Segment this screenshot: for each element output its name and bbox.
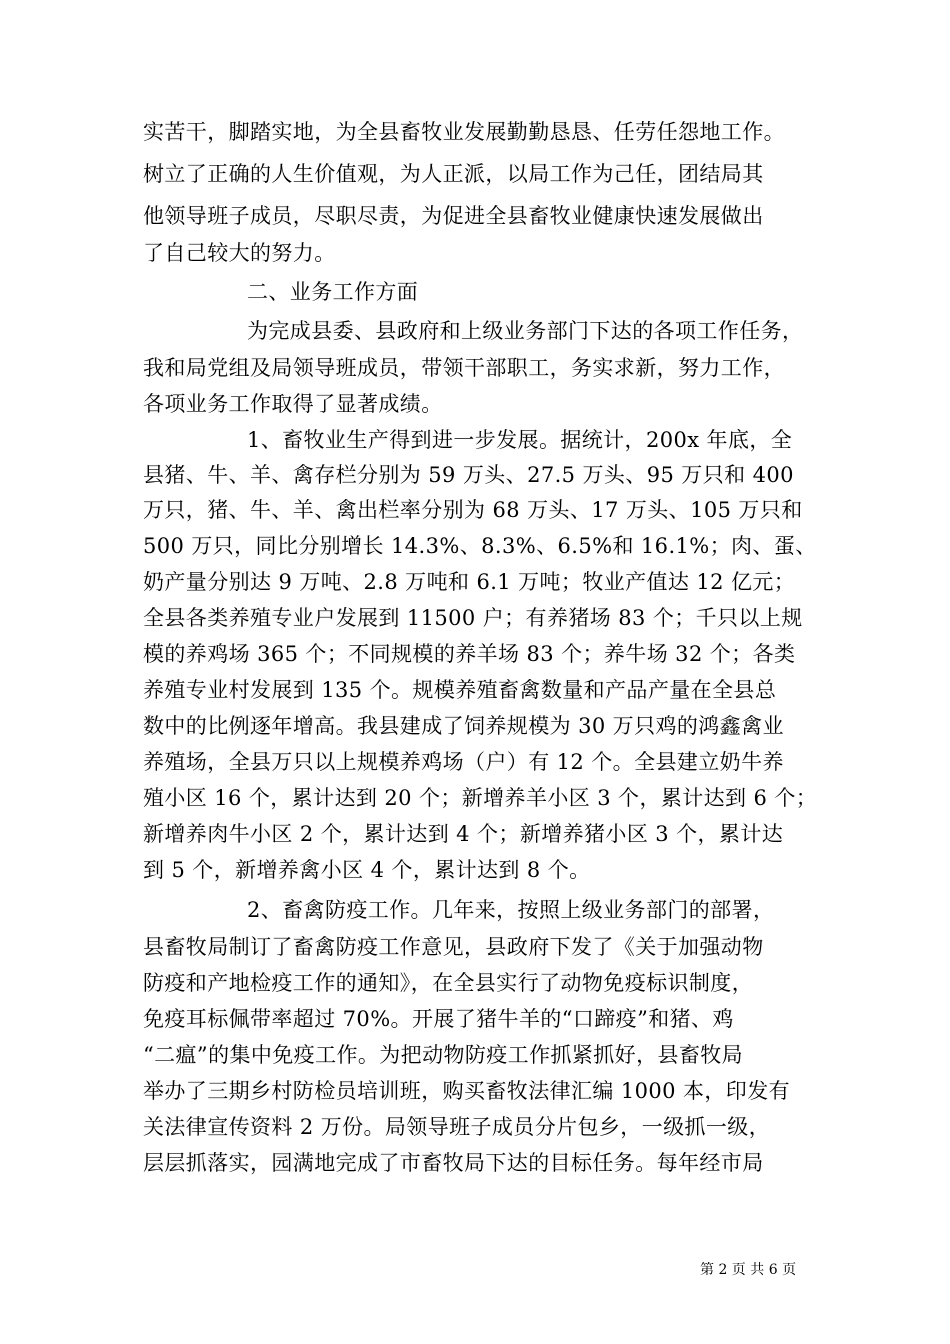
text-line: 为完成县委、县政府和上级业务部门下达的各项工作任务，	[247, 319, 804, 343]
text-line: 新增养肉牛小区 2 个，累计达到 4 个；新增养猪小区 3 个，累计达	[143, 822, 784, 846]
text-line: 树立了正确的人生价值观，为人正派，以局工作为己任，团结局其	[143, 162, 764, 186]
text-line: 关法律宣传资料 2 万份。局领导班子成员分片包乡，一级抓一级，	[143, 1115, 771, 1139]
text-line: 我和局党组及局领导班成员，带领干部职工，务实求新，努力工作，	[143, 356, 785, 380]
text-line: 全县各类养殖专业户发展到 11500 户；有养猪场 83 个；千只以上规	[143, 606, 803, 630]
text-line: 2、畜禽防疫工作。几年来，按照上级业务部门的部署，	[247, 898, 775, 922]
text-line: 500 万只，同比分别增长 14.3%、8.3%、6.5%和 16.1%；肉、蛋、	[143, 534, 817, 558]
text-line: 数中的比例逐年增高。我县建成了饲养规模为 30 万只鸡的鸿鑫禽业	[143, 714, 784, 738]
text-line: “二瘟”的集中免疫工作。为把动物防疫工作抓紧抓好，县畜牧局	[143, 1043, 744, 1067]
text-line: 县猪、牛、羊、禽存栏分别为 59 万头、27.5 万头、95 万只和 400	[143, 463, 794, 487]
text-line: 养殖场，全县万只以上规模养鸡场（户）有 12 个。全县建立奶牛养	[143, 750, 784, 774]
text-line: 层层抓落实，园满地完成了市畜牧局下达的目标任务。每年经市局	[143, 1151, 764, 1175]
text-line: 万只，猪、牛、羊、禽出栏率分别为 68 万头、17 万头、105 万只和	[143, 498, 803, 522]
text-line: 了自己较大的努力。	[143, 241, 336, 265]
text-line: 实苦干，脚踏实地，为全县畜牧业发展勤勤恳恳、任劳任怨地工作。	[143, 120, 785, 144]
text-line: 到 5 个，新增养禽小区 4 个，累计达到 8 个。	[143, 858, 591, 882]
text-line: 1、畜牧业生产得到进一步发展。据统计，200x 年底，全	[247, 428, 793, 452]
text-line: 各项业务工作取得了显著成绩。	[143, 392, 443, 416]
text-line: 县畜牧局制订了畜禽防疫工作意见，县政府下发了《关于加强动物	[143, 935, 764, 959]
text-line: 他领导班子成员，尽职尽责，为促进全县畜牧业健康快速发展做出	[143, 204, 764, 228]
text-line: 举办了三期乡村防检员培训班，购买畜牧法律汇编 1000 本，印发有	[143, 1079, 790, 1103]
text-line: 养殖专业村发展到 135 个。规模养殖畜禽数量和产品产量在全县总	[143, 678, 777, 702]
text-line: 殖小区 16 个，累计达到 20 个；新增养羊小区 3 个，累计达到 6 个；	[143, 786, 818, 810]
text-line: 奶产量分别达 9 万吨、2.8 万吨和 6.1 万吨；牧业产值达 12 亿元；	[143, 570, 796, 594]
section-heading: 二、业务工作方面	[247, 280, 419, 304]
text-line: 模的养鸡场 365 个；不同规模的养羊场 83 个；养牛场 32 个；各类	[143, 642, 796, 666]
text-line: 免疫耳标佩带率超过 70%。开展了猪牛羊的“口蹄疫”和猪、鸡	[143, 1007, 734, 1031]
text-line: 防疫和产地检疫工作的通知》，在全县实行了动物免疫标识制度，	[143, 971, 754, 995]
page-number: 第 2 页 共 6 页	[700, 1262, 797, 1278]
